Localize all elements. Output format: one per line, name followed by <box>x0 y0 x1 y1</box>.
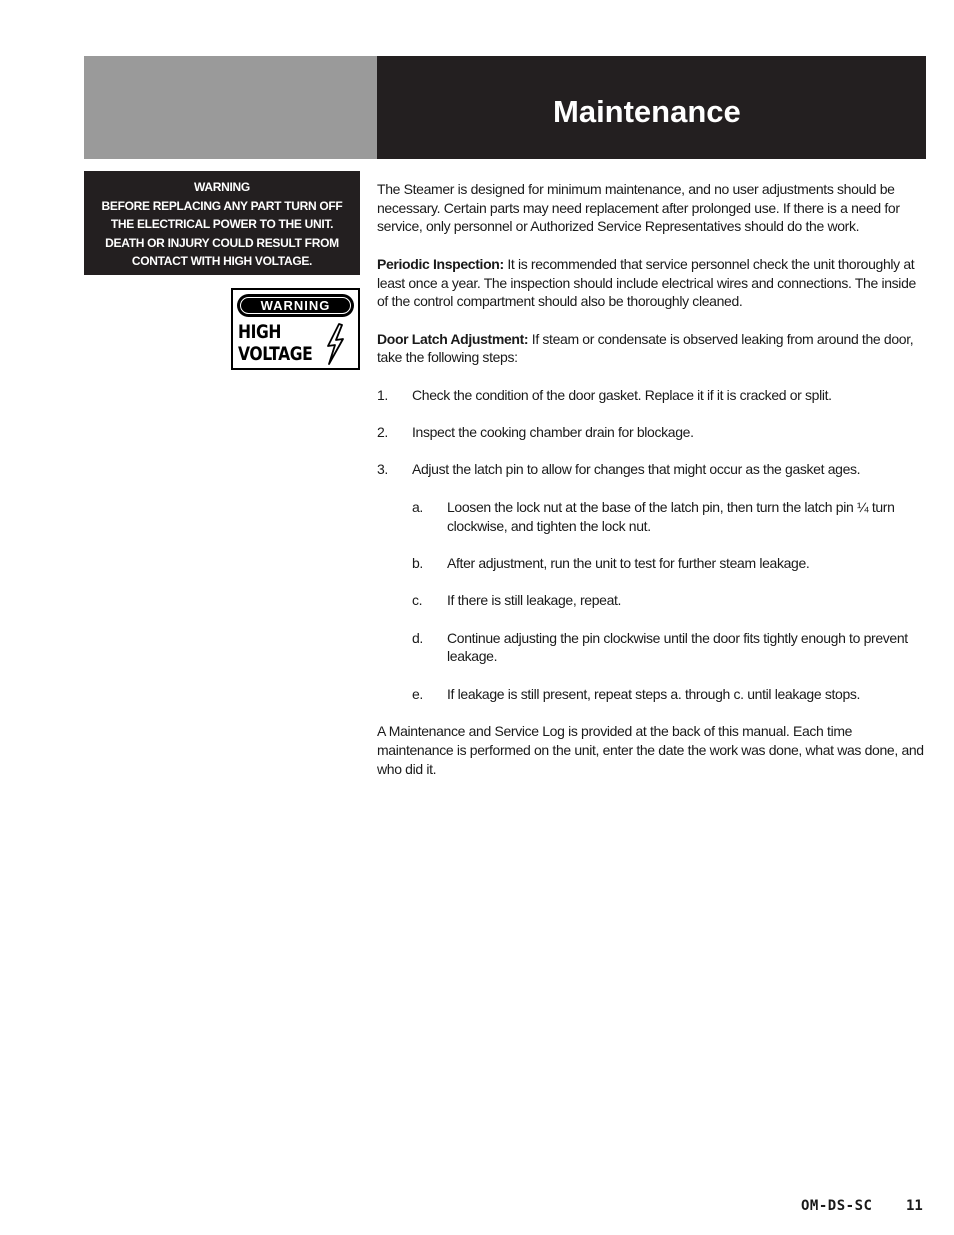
header-gray-band <box>84 56 377 159</box>
main-content <box>377 180 929 797</box>
step-text: Inspect the cooking chamber drain for blockage. <box>412 424 694 441</box>
warning-heading: WARNING <box>194 180 250 194</box>
substep-item <box>377 685 929 704</box>
header-title-band <box>377 56 926 159</box>
warning-pill <box>237 294 354 317</box>
warning-line: THE ELECTRICAL POWER TO THE UNIT. <box>110 217 334 232</box>
high-text: HIGH <box>238 321 282 343</box>
substep-text: If there is still leakage, repeat. <box>447 592 622 609</box>
warning-line: CONTACT WITH HIGH VOLTAGE. <box>131 254 313 269</box>
substep-letter: b. <box>412 554 423 571</box>
lightning-bolt-icon <box>324 323 346 365</box>
warning-line: BEFORE REPLACING ANY PART TURN OFF <box>101 198 343 213</box>
door-latch-text: If steam or condensate is observed leaking from around the door, take the following steps: <box>377 330 914 366</box>
substep-text: Loosen the lock nut at the base of the latch pin, then turn the latch pin ¼ turn clockwise, and tighten the lock nut. <box>447 498 895 534</box>
closing-paragraph: A Maintenance and Service Log is provided at the back of this manual. Each time maintenance is performed on the unit, enter the date the work was done, what was done, and who did it. <box>377 723 924 777</box>
warning-line: DEATH OR INJURY COULD RESULT FROM <box>105 235 339 250</box>
substep-item <box>377 591 929 610</box>
door-latch-paragraph <box>377 330 929 367</box>
substep-item <box>377 554 929 573</box>
voltage-text: VOLTAGE <box>238 343 313 365</box>
step-item <box>377 386 929 405</box>
step-number: 1. <box>377 386 388 403</box>
substep-letter: a. <box>412 498 423 515</box>
periodic-inspection-paragraph <box>377 255 929 311</box>
substep-letter: c. <box>412 592 423 609</box>
substep-letter: d. <box>412 629 423 646</box>
substep-item <box>377 629 929 666</box>
footer-doc-code: OM-DS-SC <box>801 1198 873 1214</box>
substep-text: After adjustment, run the unit to test for further steam leakage. <box>447 554 810 571</box>
page-title: Maintenance <box>553 94 741 129</box>
substep-letter: e. <box>412 685 423 702</box>
intro-paragraph: The Steamer is designed for minimum maintenance, and no user adjustments should be necessary. Certain parts may need replacement after prolonged use. If there is a need for service, only personnel or Authorized Service Representatives should do the work. <box>377 181 900 235</box>
footer-page-number: 11 <box>906 1198 923 1214</box>
step-number: 3. <box>377 461 388 478</box>
periodic-inspection-heading: Periodic Inspection: <box>377 255 504 272</box>
step-number: 2. <box>377 424 388 441</box>
substep-text: Continue adjusting the pin clockwise until the door fits tightly enough to prevent leakage. <box>447 629 908 665</box>
high-voltage-text <box>238 321 312 365</box>
step-item <box>377 423 929 442</box>
door-latch-heading: Door Latch Adjustment: <box>377 330 529 347</box>
step-text: Adjust the latch pin to allow for changes that might occur as the gasket ages. <box>412 461 861 478</box>
substep-text: If leakage is still present, repeat steps a. through c. until leakage stops. <box>447 685 861 702</box>
step-item <box>377 460 929 479</box>
substep-item <box>377 498 929 535</box>
warning-box <box>84 171 360 275</box>
periodic-inspection-text: It is recommended that service personnel check the unit thoroughly at least once a year. The inspection should include electrical wires and connections. The inside of the control compartment should also be thoroughly cleaned. <box>377 255 916 310</box>
step-text: Check the condition of the door gasket. Replace it if it is cracked or split. <box>412 386 832 403</box>
high-voltage-sign <box>231 288 360 370</box>
warning-pill-label: WARNING <box>240 297 351 314</box>
